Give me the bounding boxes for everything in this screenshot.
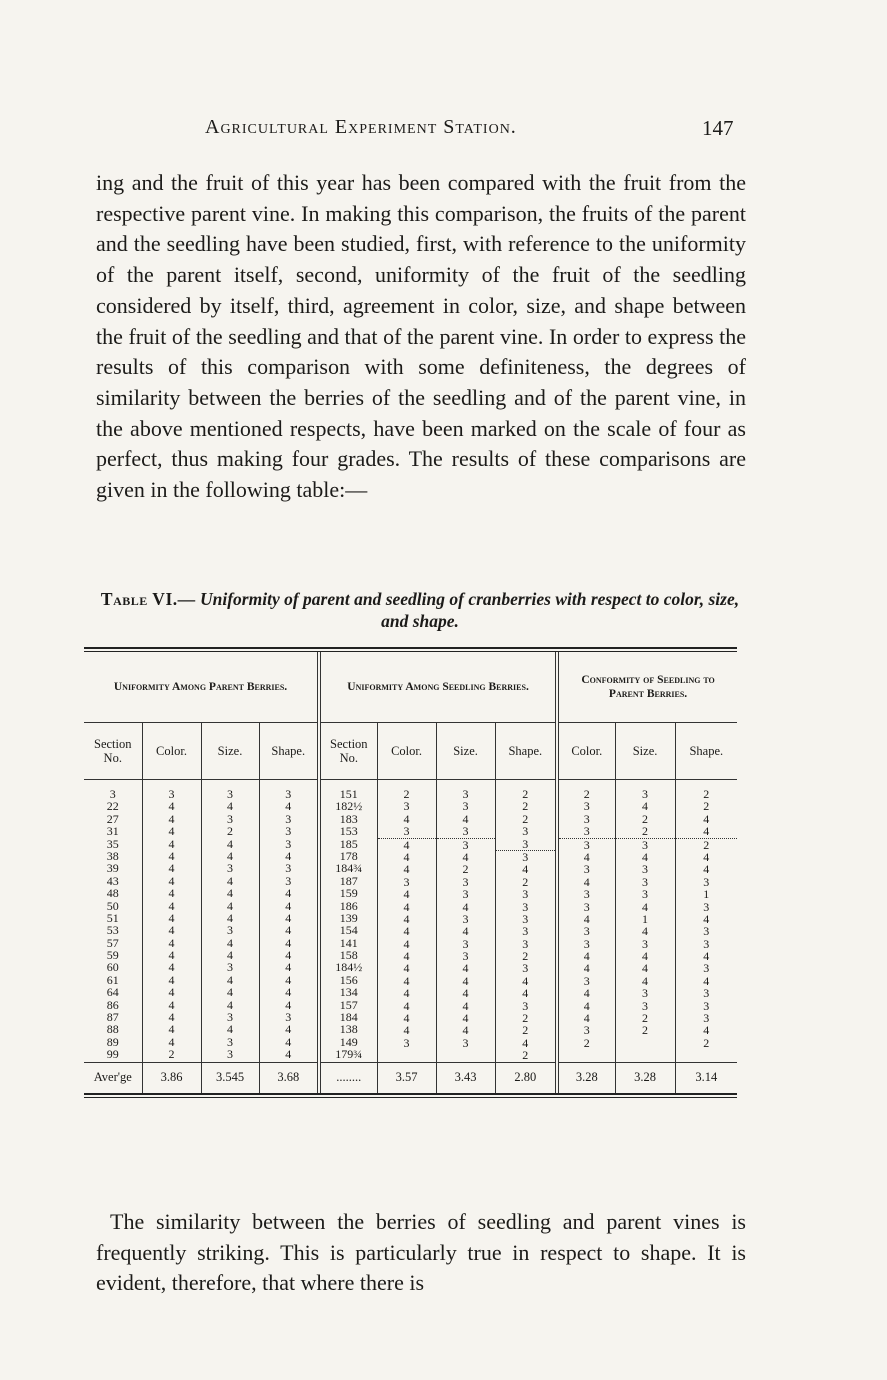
- table-cell: 4: [462, 1011, 469, 1026]
- table-cell: 153: [339, 824, 358, 839]
- table-cell: 4: [462, 973, 469, 988]
- table-cell: 3: [227, 1047, 233, 1062]
- table-cell: 43: [106, 873, 119, 888]
- table-cell: 3: [703, 986, 710, 1001]
- table-cell: 4: [285, 1022, 292, 1037]
- table-cell: 187: [339, 873, 358, 888]
- table-cell: 4: [462, 986, 469, 1001]
- table-cell: 4: [703, 949, 710, 964]
- table-cell: 2: [462, 862, 469, 877]
- table-cell: 3: [642, 862, 649, 877]
- table-bottom-rule: [84, 1093, 737, 1098]
- table-cell: 3: [285, 811, 292, 826]
- table-cell: 4: [168, 1022, 175, 1037]
- table-cell: 3: [403, 874, 410, 889]
- table-cell: 4: [227, 972, 233, 987]
- table-cell: 149: [339, 1034, 358, 1049]
- table-cell: 2: [522, 949, 529, 964]
- table-cell: 3: [109, 787, 116, 801]
- table-cell: 3: [583, 924, 590, 939]
- table-cell: 51: [106, 910, 119, 925]
- table-cell: 159: [339, 886, 358, 901]
- column-seedling-shape: [495, 780, 557, 1063]
- table-cell: 86: [106, 997, 119, 1012]
- table-cell: 27: [106, 811, 119, 826]
- header-parent-shape: Shape.: [259, 723, 319, 780]
- table-cell: 4: [403, 849, 410, 864]
- table-cell: 4: [403, 887, 410, 902]
- group-header-parent: Uniformity Among Parent Berries.: [84, 652, 319, 723]
- table-cell: 141: [339, 935, 358, 950]
- table-cell: 2: [583, 1035, 590, 1050]
- table-cell: 3: [583, 811, 590, 826]
- table-cell: 1: [703, 887, 710, 902]
- table-cell: 4: [227, 985, 233, 1000]
- table-cell: 4: [168, 848, 175, 863]
- table-cell: 185: [339, 836, 358, 851]
- table-cell: 4: [583, 849, 590, 864]
- running-title: Agricultural Experiment Station.: [205, 116, 517, 138]
- table-cell: 4: [403, 1011, 410, 1026]
- table-cell: 4: [168, 836, 175, 851]
- table-cell: 4: [168, 985, 175, 1000]
- table-cell: 4: [462, 924, 469, 939]
- table-cell: 3: [583, 887, 590, 902]
- header-conformity-color: Color.: [557, 723, 615, 780]
- table-cell: 3: [522, 899, 529, 914]
- table-cell: 4: [642, 924, 649, 939]
- table-cell: 2: [703, 787, 710, 801]
- table-cell: 4: [642, 961, 649, 976]
- table-caption-label: Table VI.—: [100, 589, 196, 609]
- table-cell: 4: [168, 898, 175, 913]
- table-cell: 61: [106, 972, 119, 987]
- table-cell: 151: [339, 787, 358, 801]
- column-seedling-section: [319, 780, 377, 1063]
- table-cell: 4: [403, 973, 410, 988]
- table-cell: 4: [227, 1022, 233, 1037]
- column-parent-size: [201, 780, 259, 1063]
- table-cell: 3: [522, 911, 529, 926]
- table-cell: 3: [642, 998, 649, 1013]
- table-cell: 3: [522, 836, 529, 851]
- table-cell: 4: [285, 960, 292, 975]
- table-cell: 4: [403, 1023, 410, 1038]
- header-parent-section: Section No.: [84, 723, 142, 780]
- column-seedling-size: [436, 780, 495, 1063]
- table-cell: 64: [106, 985, 119, 1000]
- table-cell: 4: [285, 985, 292, 1000]
- table-cell: 179¾: [335, 1047, 363, 1062]
- table-cell: 139: [339, 910, 358, 925]
- table-cell: 4: [583, 961, 590, 976]
- table-cell: 4: [522, 862, 529, 877]
- table-cell: 3: [462, 824, 469, 839]
- table-grid: [84, 652, 737, 1093]
- average-seedling-section: ........: [319, 1062, 377, 1093]
- average-conformity-color: 3.28: [557, 1062, 615, 1093]
- table-cell: 4: [227, 799, 233, 814]
- table-cell: 4: [168, 960, 175, 975]
- table-cell: 4: [227, 910, 233, 925]
- table-cell: 4: [642, 899, 649, 914]
- table-cell: 4: [403, 911, 410, 926]
- table-cell: 4: [285, 997, 292, 1012]
- table-cell: 4: [285, 799, 292, 814]
- table-cell: 2: [642, 1023, 649, 1038]
- table-cell: 3: [616, 838, 675, 851]
- table-cell: 4: [285, 1047, 292, 1062]
- table-cell: 3: [703, 961, 710, 976]
- table-cell: 4: [227, 836, 233, 851]
- table-cell: 2: [227, 824, 233, 839]
- table-cell: 4: [462, 998, 469, 1013]
- table-cell: 2: [583, 787, 590, 801]
- table-cell: 183: [339, 811, 358, 826]
- table-cell: 4: [168, 923, 175, 938]
- table-cell: 3: [642, 787, 649, 801]
- table-cell: 3: [522, 936, 529, 951]
- table-cell: 4: [403, 986, 410, 1001]
- table-cell: 4: [168, 972, 175, 987]
- table-cell: 4: [403, 961, 410, 976]
- table-cell: 3: [462, 887, 469, 902]
- table-cell: 4: [285, 886, 292, 901]
- table-cell: 4: [378, 838, 436, 851]
- table-cell: 4: [583, 986, 590, 1001]
- table-cell: 59: [106, 948, 119, 963]
- table-cell: 184½: [335, 960, 363, 975]
- table-cell: 3: [703, 924, 710, 939]
- table-cell: 3: [522, 998, 529, 1013]
- table-cell: 2: [642, 811, 649, 826]
- table-cell: 3: [703, 998, 710, 1013]
- average-parent-shape: 3.68: [259, 1062, 319, 1093]
- table-cell: 158: [339, 948, 358, 963]
- table-cell: 4: [227, 898, 233, 913]
- table-cell: 3: [227, 1034, 233, 1049]
- table-cell: 3: [583, 824, 590, 839]
- table-cell: 4: [227, 935, 233, 950]
- table-cell: 3: [227, 861, 233, 876]
- table-caption: [90, 588, 750, 632]
- table-cell: 4: [403, 924, 410, 939]
- header-seedling-section: Section No.: [319, 723, 377, 780]
- table-cell: 4: [168, 861, 175, 876]
- group-header-seedling: Uniformity Among Seedling Berries.: [319, 652, 557, 723]
- table-cell: 2: [703, 799, 710, 814]
- table-cell: 2: [522, 1011, 529, 1026]
- table-cell: 4: [227, 873, 233, 888]
- table-cell: 3: [462, 949, 469, 964]
- table-cell: 3: [285, 824, 292, 839]
- table-cell: 3: [522, 924, 529, 939]
- table-cell: 3: [403, 799, 410, 814]
- page-header: [0, 116, 887, 146]
- table-cell: 39: [106, 861, 119, 876]
- table-cell: 3: [462, 936, 469, 951]
- table-cell: 4: [168, 935, 175, 950]
- table-cell: 184: [339, 1010, 358, 1025]
- table-cell: 4: [285, 972, 292, 987]
- table-cell: 4: [285, 948, 292, 963]
- table-cell: 2: [168, 1047, 175, 1062]
- table-cell: 3: [583, 862, 590, 877]
- table-cell: 182½: [335, 799, 363, 814]
- table-cell: 3: [227, 960, 233, 975]
- table-cell: 3: [583, 973, 590, 988]
- table-cell: 3: [227, 923, 233, 938]
- average-seedling-color: 3.57: [377, 1062, 436, 1093]
- table-cell: 4: [522, 1035, 529, 1050]
- table-cell: 4: [462, 899, 469, 914]
- table-cell: 1: [642, 911, 649, 926]
- table-cell: 87: [106, 1010, 119, 1025]
- table-cell: 2: [642, 824, 649, 839]
- header-conformity-size: Size.: [615, 723, 675, 780]
- table-cell: 4: [703, 811, 710, 826]
- table-cell: 4: [642, 849, 649, 864]
- table-cell: 3: [437, 838, 495, 851]
- table-cell: 2: [522, 1048, 529, 1063]
- average-conformity-size: 3.28: [615, 1062, 675, 1093]
- table-cell: 2: [522, 1023, 529, 1038]
- table-cell: 3: [703, 899, 710, 914]
- table-cell: 4: [168, 799, 175, 814]
- table-cell: 4: [703, 824, 710, 839]
- table-cell: 4: [227, 886, 233, 901]
- header-parent-size: Size.: [201, 723, 259, 780]
- table-cell: 2: [522, 874, 529, 889]
- table-caption-title: Uniformity of parent and seedling of cranberries with respect to color, size, and shape.: [200, 589, 740, 631]
- table-cell: 57: [106, 935, 119, 950]
- table-cell: 3: [462, 787, 469, 801]
- table-cell: 2: [522, 811, 529, 826]
- table-cell: 3: [462, 1035, 469, 1050]
- table-cell: 186: [339, 898, 358, 913]
- table-cell: 4: [168, 873, 175, 888]
- table-cell: 4: [462, 849, 469, 864]
- table-cell: 3: [227, 1010, 233, 1025]
- table-cell: 4: [703, 862, 710, 877]
- header-seedling-size: Size.: [436, 723, 495, 780]
- table-cell: 99: [106, 1047, 119, 1062]
- table-cell: 3: [559, 838, 615, 851]
- table-cell: 4: [168, 948, 175, 963]
- table-cell: 22: [106, 799, 119, 814]
- table-cell: 4: [403, 862, 410, 877]
- table-cell: 3: [168, 787, 175, 801]
- table-cell: 4: [642, 799, 649, 814]
- table-cell: 3: [642, 887, 649, 902]
- table-cell: 2: [642, 1011, 649, 1026]
- table-cell: 2: [403, 787, 410, 801]
- table-cell: 4: [522, 973, 529, 988]
- column-parent-color: [142, 780, 201, 1063]
- table-cell: 4: [227, 848, 233, 863]
- table-cell: 4: [703, 849, 710, 864]
- average-label: Aver'ge: [84, 1062, 142, 1093]
- table-cell: 4: [703, 1023, 710, 1038]
- table-cell: 4: [583, 874, 590, 889]
- table-cell: 4: [168, 824, 175, 839]
- table-cell: 3: [462, 874, 469, 889]
- table-cell: 3: [703, 874, 710, 889]
- column-seedling-color: [377, 780, 436, 1063]
- table-cell: 4: [285, 935, 292, 950]
- table-cell: 4: [168, 886, 175, 901]
- table-cell: 3: [522, 961, 529, 976]
- table-cell: 4: [462, 811, 469, 826]
- average-seedling-size: 3.43: [436, 1062, 495, 1093]
- column-parent-shape: [259, 780, 319, 1063]
- group-header-conformity: Conformity of Seedling to Parent Berries.: [557, 652, 737, 723]
- table-cell: 3: [583, 799, 590, 814]
- table-cell: 2: [676, 838, 738, 851]
- column-parent-section: [84, 780, 142, 1063]
- table-cell: 89: [106, 1034, 119, 1049]
- table-cell: 4: [285, 848, 292, 863]
- table-cell: 4: [285, 898, 292, 913]
- table-cell: 3: [285, 787, 292, 801]
- table-cell: 178: [339, 848, 358, 863]
- table-cell: 3: [285, 836, 292, 851]
- table-cell: 4: [583, 998, 590, 1013]
- table-cell: 134: [339, 985, 358, 1000]
- table-cell: 4: [403, 949, 410, 964]
- table-cell: 4: [642, 973, 649, 988]
- closing-paragraph: The similarity between the berries of seedling and parent vines is frequently striking. This is particularly true in respect to shape. It is evident, therefore, that where there is: [96, 1209, 746, 1296]
- table-cell: 4: [403, 811, 410, 826]
- average-conformity-shape: 3.14: [675, 1062, 737, 1093]
- table-cell: 4: [462, 961, 469, 976]
- header-parent-color: Color.: [142, 723, 201, 780]
- table-cell: 4: [227, 948, 233, 963]
- table-cell: 4: [168, 1034, 175, 1049]
- table-cell: 48: [106, 886, 119, 901]
- table-cell: 4: [583, 911, 590, 926]
- table-cell: 138: [339, 1022, 358, 1037]
- table-cell: 3: [522, 824, 529, 839]
- table-cell: 3: [227, 811, 233, 826]
- table-cell: 4: [168, 910, 175, 925]
- table-cell: 3: [703, 936, 710, 951]
- table-cell: 3: [642, 986, 649, 1001]
- table-cell: 3: [703, 1011, 710, 1026]
- table-cell: 2: [703, 1035, 710, 1050]
- header-conformity-shape: Shape.: [675, 723, 737, 780]
- table-cell: 4: [703, 973, 710, 988]
- page-number: 147: [702, 116, 734, 140]
- table-cell: 4: [168, 1010, 175, 1025]
- table-cell: 3: [496, 850, 556, 863]
- table-cell: 4: [285, 923, 292, 938]
- table-cell: 4: [403, 936, 410, 951]
- table-cell: 3: [583, 1023, 590, 1038]
- header-seedling-color: Color.: [377, 723, 436, 780]
- table-cell: 35: [106, 836, 119, 851]
- table-cell: 88: [106, 1022, 119, 1037]
- table-cell: 60: [106, 960, 119, 975]
- average-parent-color: 3.86: [142, 1062, 201, 1093]
- column-conformity-shape: [675, 780, 737, 1063]
- table-cell: 4: [462, 1023, 469, 1038]
- table-cell: 3: [462, 799, 469, 814]
- table-cell: 3: [227, 787, 233, 801]
- table-cell: 3: [403, 824, 410, 839]
- table-cell: 154: [339, 923, 358, 938]
- table-cell: 3: [642, 936, 649, 951]
- header-seedling-shape: Shape.: [495, 723, 557, 780]
- table-cell: 38: [106, 848, 119, 863]
- table-cell: 3: [285, 861, 292, 876]
- table-cell: 3: [285, 1010, 292, 1025]
- table-cell: 3: [583, 936, 590, 951]
- table-cell: 184¾: [335, 861, 363, 876]
- table-cell: 4: [583, 1011, 590, 1026]
- average-parent-size: 3.545: [201, 1062, 259, 1093]
- table-cell: 3: [583, 899, 590, 914]
- table-cell: 4: [285, 1034, 292, 1049]
- table-cell: 3: [522, 887, 529, 902]
- table-cell: 4: [168, 997, 175, 1012]
- table-cell: 2: [522, 799, 529, 814]
- table-cell: 4: [403, 998, 410, 1013]
- average-seedling-shape: 2.80: [495, 1062, 557, 1093]
- table-cell: 3: [403, 1035, 410, 1050]
- table-cell: 4: [285, 910, 292, 925]
- table-cell: 156: [339, 972, 358, 987]
- table-cell: 2: [522, 787, 529, 801]
- table-cell: 4: [583, 949, 590, 964]
- table-cell: 4: [403, 899, 410, 914]
- column-conformity-color: [557, 780, 615, 1063]
- table-cell: 4: [168, 811, 175, 826]
- uniformity-table: [84, 647, 737, 1098]
- table-cell: 4: [642, 949, 649, 964]
- table-cell: 4: [227, 997, 233, 1012]
- table-cell: 3: [285, 873, 292, 888]
- table-cell: 4: [703, 911, 710, 926]
- table-cell: 3: [642, 874, 649, 889]
- table-cell: 3: [462, 911, 469, 926]
- table-cell: 4: [522, 986, 529, 1001]
- table-cell: 50: [106, 898, 119, 913]
- table-cell: 53: [106, 923, 119, 938]
- intro-paragraph: ing and the fruit of this year has been compared with the fruit from the respective parent vine. In making this comparison, the fruits of the parent and the seedling have been studied, first, with reference to the uniformity of the parent itself, second, uniformity of the fruit of the seedling considered by itself, third, agreement in color, size, and shape between the fruit of the seedling and that of the parent vine. In order to express the results of this comparison with some definiteness, the degrees of similarity between the berries of the seedling and of the parent vine, in the above mentioned respects, have been marked on the scale of four as perfect, thus making four grades. The results of these comparisons are given in the following table:—: [96, 170, 746, 503]
- table-cell: 31: [106, 824, 119, 839]
- column-conformity-size: [615, 780, 675, 1063]
- table-cell: 157: [339, 997, 358, 1012]
